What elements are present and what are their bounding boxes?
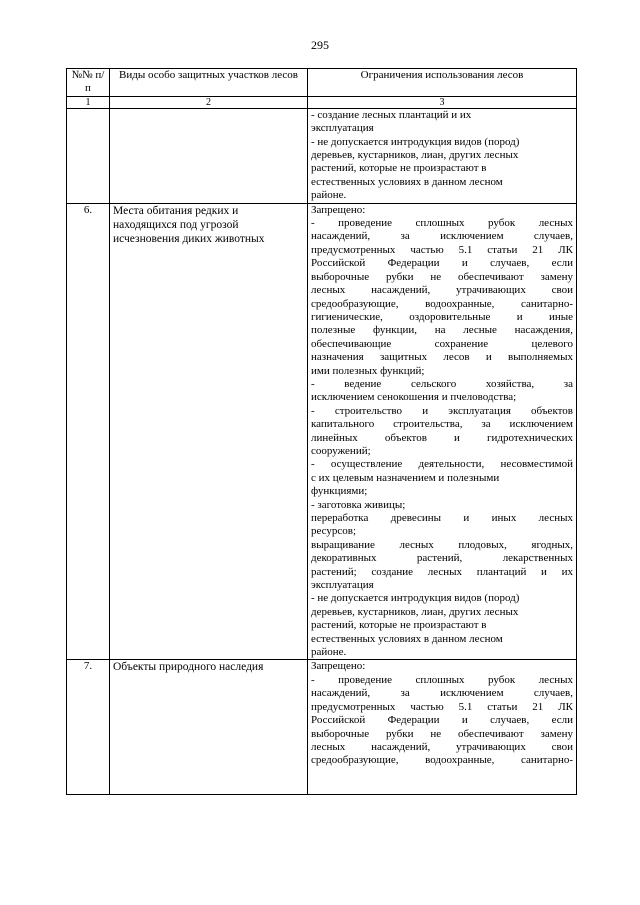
restriction-line: капитального строительства, за исключением bbox=[311, 418, 573, 431]
restriction-line: выборочные рубки не обеспечивают замену bbox=[311, 727, 573, 740]
restriction-line: лесных насаждений, утрачивающих свои bbox=[311, 740, 573, 753]
restriction-line: - не допускается интродукция видов (пород) bbox=[311, 135, 520, 148]
restriction-line: районе. bbox=[311, 189, 347, 202]
row-kind bbox=[110, 108, 308, 203]
header-row bbox=[67, 69, 577, 97]
page-number: 295 bbox=[311, 38, 329, 52]
table-row bbox=[67, 660, 577, 795]
restriction-line: районе. bbox=[311, 646, 347, 659]
restriction-line: насаждений, за исключением случаев, bbox=[311, 230, 573, 243]
restriction-line: предусмотренных частью 5.1 статьи 21 ЛК bbox=[311, 243, 573, 256]
restriction-line: средообразующие, водоохранные, санитарно- bbox=[311, 297, 573, 310]
column-number-2: 2 bbox=[110, 96, 308, 108]
restriction-line: назначения защитных лесов и выполняемых bbox=[311, 351, 573, 364]
row-kind: Места обитания редких и находящихся под угрозой исчезновения диких животных bbox=[110, 203, 308, 660]
restriction-line: ресурсов; bbox=[311, 525, 357, 538]
restriction-line: - ведение сельского хозяйства, за bbox=[311, 377, 573, 390]
row-number: 6. bbox=[67, 203, 110, 660]
restriction-line: декоративных растений, лекарственных bbox=[311, 552, 573, 565]
restriction-line: - не допускается интродукция видов (пород) bbox=[311, 592, 520, 605]
restriction-line: сооружений; bbox=[311, 444, 371, 457]
restriction-line: - проведение сплошных рубок лесных bbox=[311, 673, 573, 686]
restriction-line: полезные функции, на лесные насаждения, bbox=[311, 324, 573, 337]
restriction-line: растений, которые не произрастают в bbox=[311, 619, 487, 632]
restriction-line: Запрещено: bbox=[311, 203, 366, 216]
restriction-line: ими полезных функций; bbox=[311, 364, 425, 377]
restriction-line: средообразующие, водоохранные, санитарно- bbox=[311, 754, 573, 767]
restriction-line: Российской Федерации и случаев, если bbox=[311, 257, 573, 270]
restriction-line: предусмотренных частью 5.1 статьи 21 ЛК bbox=[311, 700, 573, 713]
row-restrictions bbox=[308, 108, 577, 203]
header-restrictions: Ограничения использования лесов bbox=[308, 69, 577, 97]
row-kind: Объекты природного наследия bbox=[110, 660, 308, 795]
restriction-line: - создание лесных плантаций и их bbox=[311, 108, 472, 121]
row-restrictions bbox=[308, 203, 577, 660]
restriction-line: естественных условиях в данном лесном bbox=[311, 175, 503, 188]
restriction-line: деревьев, кустарников, лиан, других лесных bbox=[311, 149, 519, 162]
table-row bbox=[67, 203, 577, 660]
restriction-line: Российской Федерации и случаев, если bbox=[311, 714, 573, 727]
row-number: 7. bbox=[67, 660, 110, 795]
row-restrictions bbox=[308, 660, 577, 795]
restriction-line: исключением сенокошения и пчеловодства; bbox=[311, 391, 517, 404]
restriction-line: деревьев, кустарников, лиан, других лесных bbox=[311, 605, 519, 618]
restriction-line: - заготовка живицы; bbox=[311, 498, 406, 511]
column-number-3: 3 bbox=[308, 96, 577, 108]
restriction-line: растений; создание лесных плантаций и их bbox=[311, 565, 573, 578]
restriction-line: насаждений, за исключением случаев, bbox=[311, 687, 573, 700]
header-number: №№ п/п bbox=[67, 69, 110, 97]
restriction-line: обеспечивающие сохранение целевого bbox=[311, 337, 573, 350]
restriction-line: Запрещено: bbox=[311, 660, 366, 673]
column-number-1: 1 bbox=[67, 96, 110, 108]
row-number bbox=[67, 108, 110, 203]
restriction-line: - строительство и эксплуатация объектов bbox=[311, 404, 573, 417]
restriction-line: с их целевым назначением и полезными bbox=[311, 471, 500, 484]
column-number-row bbox=[67, 96, 577, 108]
restriction-line: - проведение сплошных рубок лесных bbox=[311, 217, 573, 230]
restriction-line: переработка древесины и иных лесных bbox=[311, 512, 573, 524]
restriction-line: эксплуатация bbox=[311, 579, 374, 592]
restriction-line: выращивание лесных плодовых, ягодных, bbox=[311, 538, 573, 551]
restriction-line: выборочные рубки не обеспечивают замену bbox=[311, 270, 573, 283]
restrictions-continued bbox=[311, 660, 573, 794]
restriction-line: линейных объектов и гидротехнических bbox=[311, 431, 573, 444]
restriction-line: гигиенические, оздоровительные и иные bbox=[311, 310, 573, 323]
restriction-line: естественных условиях в данном лесном bbox=[311, 632, 503, 645]
restriction-line: эксплуатация bbox=[311, 122, 374, 135]
restriction-line: - осуществление деятельности, несовместимой bbox=[311, 458, 573, 471]
restriction-line: функциями; bbox=[311, 485, 368, 498]
header-kind: Виды особо защитных участков лесов bbox=[110, 69, 308, 97]
restriction-line: лесных насаждений, утрачивающих свои bbox=[311, 284, 573, 297]
restriction-line: растений, которые не произрастают в bbox=[311, 162, 487, 175]
forest-restrictions-table bbox=[66, 68, 577, 795]
table-row bbox=[67, 108, 577, 203]
